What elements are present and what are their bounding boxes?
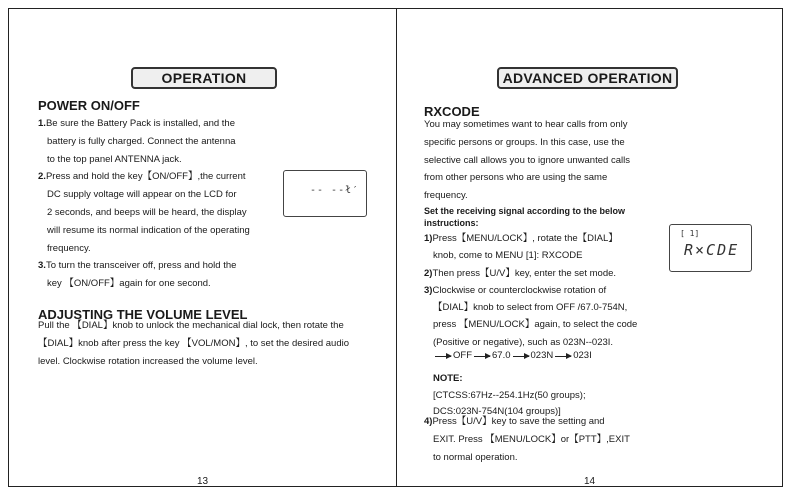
- lcd-channel-indicator: [ 1]: [680, 229, 700, 238]
- step-2-line-4: will resume its normal indication of the operating: [47, 224, 250, 236]
- arrow-icon: [435, 356, 451, 357]
- volume-text: [38, 317, 383, 370]
- sequence-off: OFF: [453, 350, 472, 361]
- intro-line-2: specific persons or groups. In this case, use the: [424, 136, 625, 148]
- setting-title-line-1: Set the receiving signal according to the below: [424, 206, 626, 216]
- rx-step-4-line-1: 4)Press【U/V】key to save the setting and: [424, 416, 605, 427]
- lcd-rxcode-text: R×CDE: [684, 241, 740, 259]
- arrow-icon: [513, 356, 529, 357]
- arrow-icon: [474, 356, 490, 357]
- setting-title: [424, 206, 652, 229]
- volume-line-1: Pull the 【DIAL】knob to unlock the mechanical dial lock, then rotate the: [38, 320, 344, 331]
- rxcode-heading: RXCODE: [424, 104, 480, 119]
- rxcode-steps: [424, 230, 652, 351]
- page-number-left: 13: [197, 476, 209, 487]
- right-page: [397, 8, 783, 487]
- intro-line-5: frequency.: [424, 190, 468, 202]
- volume-heading: ADJUSTING THE VOLUME LEVEL: [38, 307, 248, 322]
- rx-step-4-line-3: to normal operation.: [433, 451, 518, 463]
- step-1-line-2: battery is fully charged. Connect the antenna: [47, 135, 236, 147]
- section-banner-operation: OPERATION: [131, 67, 277, 89]
- sequence-023n: 023N: [530, 350, 554, 361]
- sequence-67: 67.0: [492, 350, 511, 361]
- step-3: 3.To turn the transceiver off, press and hold the: [38, 260, 237, 272]
- step-1: 1.Be sure the Battery Pack is installed, and the: [38, 118, 235, 129]
- setting-title-line-2: instructions:: [424, 217, 479, 228]
- note-label: NOTE:: [433, 373, 463, 384]
- rx-step-1-line-2: knob, come to MENU [1]: RXCODE: [433, 250, 583, 262]
- note-line-1: [CTCSS:67Hz--254.1Hz(50 groups);: [433, 389, 586, 401]
- rxcode-intro: [424, 116, 649, 205]
- note-line-2: DCS:023N-754N(104 groups)]: [433, 406, 561, 417]
- sequence-023i: 023I: [573, 350, 592, 361]
- lcd-display-power: [283, 170, 367, 217]
- volume-line-2: 【DIAL】knob after press the key 【VOL/MON】, to set the desired audio: [38, 337, 349, 349]
- arrow-icon: [555, 356, 571, 357]
- rx-step-3-line-4: (Positive or negative), such as 023N--023I.: [433, 336, 614, 348]
- lcd-voltage-readout: -- --ł′: [310, 185, 360, 196]
- step-3-line-2: key 【ON/OFF】again for one second.: [47, 278, 211, 290]
- section-banner-advanced: ADVANCED OPERATION: [497, 67, 678, 89]
- intro-line-4: from other persons who are using the same: [424, 172, 608, 184]
- lcd-display-rxcode: [669, 224, 752, 272]
- step-2: 2.Press and hold the key【ON/OFF】,the current: [38, 171, 246, 183]
- left-page: [8, 8, 396, 487]
- page-number-right: 14: [584, 476, 596, 487]
- intro-line-1: You may sometimes want to hear calls from only: [424, 119, 628, 130]
- step-2-line-3: 2 seconds, and beeps will be heard, the display: [47, 206, 247, 218]
- rx-step-1: 1)Press【MENU/LOCK】, rotate the【DIAL】: [424, 233, 618, 244]
- step-1-line-3: to the top panel ANTENNA jack.: [47, 153, 182, 165]
- volume-line-3: level. Clockwise rotation increased the volume level.: [38, 355, 258, 367]
- rx-step-4: [424, 413, 652, 466]
- step-2-line-2: DC supply voltage will appear on the LCD for: [47, 189, 237, 201]
- power-heading: POWER ON/OFF: [38, 98, 140, 113]
- power-steps: [38, 115, 270, 293]
- code-sequence: [433, 349, 592, 363]
- step-2-line-5: frequency.: [47, 242, 91, 254]
- rx-step-3-line-3: press 【MENU/LOCK】again, to select the code: [433, 319, 638, 331]
- rx-step-2: 2)Then press【U/V】key, enter the set mode.: [424, 267, 617, 279]
- intro-line-3: selective call allows you to ignore unwanted calls: [424, 154, 630, 166]
- rx-step-3-line-2: 【DIAL】knob to select from OFF /67.0-754N,: [433, 302, 628, 314]
- rx-step-4-line-2: EXIT. Press 【MENU/LOCK】or【PTT】,EXIT: [433, 433, 630, 445]
- rx-step-3: 3)Clockwise or counterclockwise rotation of: [424, 284, 607, 296]
